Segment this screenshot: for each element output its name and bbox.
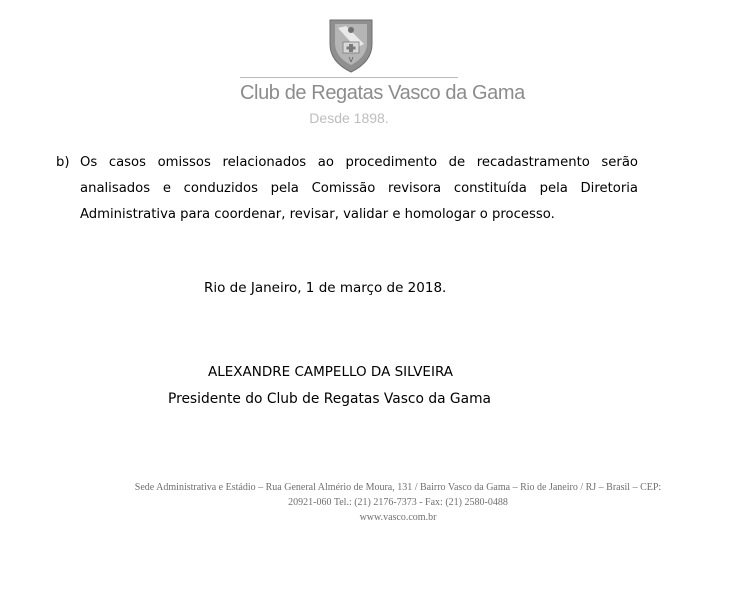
club-since: Desde 1898. [309, 110, 389, 126]
footer-contact: 20921-060 Tel.: (21) 2176-7373 - Fax: (21) 2580-0488 [288, 497, 508, 508]
letterhead-rule [240, 77, 458, 78]
clause-text: Os casos omissos relacionados ao procedimento de recadastramento serão analisados e conduzidos pela Comissão revisora constituída pela Diretoria Administrativa para coordenar, revisar, validar e homologar o processo. [80, 155, 638, 222]
place-date: Rio de Janeiro, 1 de março de 2018. [204, 280, 447, 296]
signer-name: ALEXANDRE CAMPELLO DA SILVEIRA [208, 364, 454, 380]
footer-address: Sede Administrativa e Estádio – Rua General Almério de Moura, 131 / Bairro Vasco da Gama – Rio de Janeiro / RJ – Brasil – CEP: [134, 482, 662, 493]
signer-title: Presidente do Club de Regatas Vasco da Gama [168, 391, 491, 407]
club-crest-logo [326, 14, 376, 74]
club-name: Club de Regatas Vasco da Gama [240, 82, 525, 104]
clause-label: b) [56, 155, 70, 170]
clause-b [56, 150, 638, 228]
svg-text:V: V [348, 56, 354, 64]
footer [112, 480, 684, 525]
footer-website: www.vasco.com.br [359, 512, 437, 523]
